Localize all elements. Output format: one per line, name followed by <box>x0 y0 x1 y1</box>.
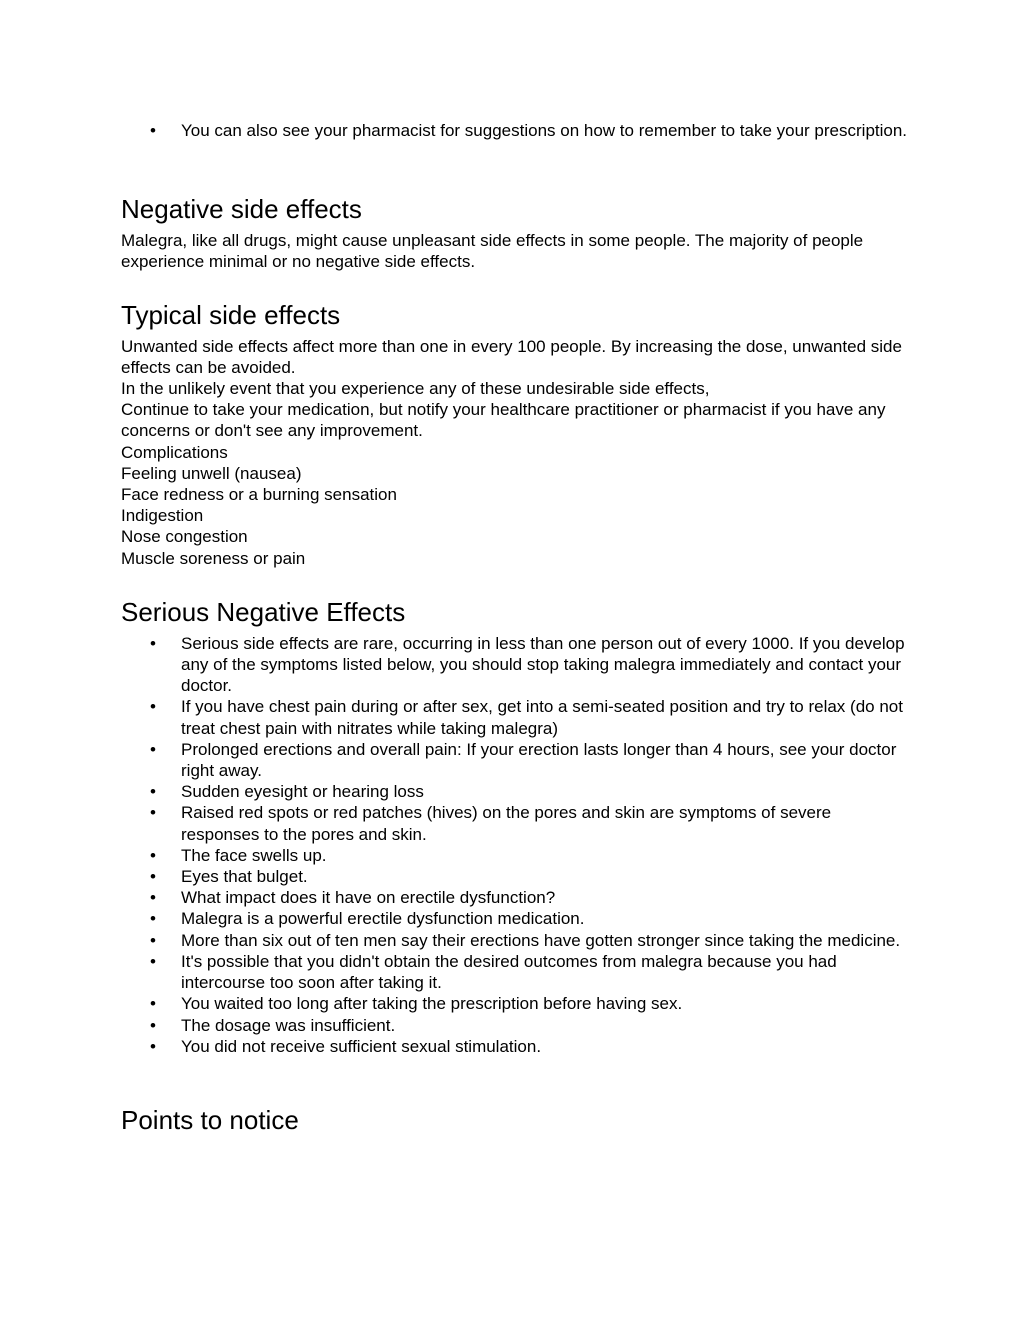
list-item <box>121 866 911 887</box>
list-item-text: It's possible that you didn't obtain the desired outcomes from malegra because you had intercourse too soon after taking it. <box>181 951 837 993</box>
list-item-text: Prolonged erections and overall pain: If your erection lasts longer than 4 hours, see your doctor right away. <box>181 739 897 781</box>
serious-effects-bullet-list <box>121 633 911 1057</box>
list-item <box>121 930 911 951</box>
typical-line: Nose congestion <box>121 527 248 547</box>
list-item <box>121 120 911 141</box>
bullet-icon: • <box>150 1036 156 1056</box>
list-item <box>121 802 911 844</box>
heading-typical-side-effects: Typical side effects <box>121 299 341 330</box>
heading-negative-side-effects: Negative side effects <box>121 194 362 225</box>
list-item-text: You waited too long after taking the prescription before having sex. <box>181 994 683 1014</box>
list-item <box>121 1015 911 1036</box>
typical-line: Continue to take your medication, but notify your healthcare practitioner or pharmacist if you have any concerns or don't see any improvement. <box>121 400 886 441</box>
bullet-icon: • <box>150 633 156 653</box>
list-item-text: Sudden eyesight or hearing loss <box>181 782 424 802</box>
list-item-text: The face swells up. <box>181 845 327 865</box>
bullet-icon: • <box>150 803 156 823</box>
typical-line: Muscle soreness or pain <box>121 548 306 568</box>
typical-side-effects-block <box>121 336 911 569</box>
list-item <box>121 845 911 866</box>
list-item <box>121 908 911 929</box>
typical-line: Face redness or a burning sensation <box>121 485 397 505</box>
list-item <box>121 1036 911 1057</box>
heading-points-to-notice: Points to notice <box>121 1104 299 1135</box>
list-item-text: If you have chest pain during or after sex, get into a semi-seated position and try to relax (do not treat chest pain with nitrates while taking malegra) <box>181 697 903 738</box>
list-item-text: Raised red spots or red patches (hives) on the pores and skin are symptoms of severe responses to the pores and skin. <box>181 803 832 844</box>
list-item <box>121 739 911 781</box>
typical-line: In the unlikely event that you experience any of these undesirable side effects, <box>121 379 710 399</box>
bullet-icon: • <box>150 845 156 865</box>
list-item <box>121 887 911 908</box>
bullet-icon: • <box>150 951 156 971</box>
typical-line: Unwanted side effects affect more than one in every 100 people. By increasing the dose, unwanted side effects can be avoided. <box>121 336 902 377</box>
list-item-text: Serious side effects are rare, occurring in less than one person out of every 1000. If you develop any of the symptoms listed below, you should stop taking malegra immediately and contact your doctor. <box>181 633 905 696</box>
list-item <box>121 633 911 697</box>
bullet-icon: • <box>150 909 156 929</box>
bullet-icon: • <box>150 888 156 908</box>
document-content <box>121 120 911 1135</box>
bullet-icon: • <box>150 782 156 802</box>
list-item <box>121 696 911 738</box>
intro-bullet-list <box>121 120 911 141</box>
bullet-icon: • <box>150 121 156 140</box>
list-item-text: What impact does it have on erectile dysfunction? <box>181 888 556 908</box>
bullet-icon: • <box>150 697 156 717</box>
bullet-icon: • <box>150 739 156 759</box>
typical-line: Complications <box>121 442 228 462</box>
list-item-text: Malegra is a powerful erectile dysfunction medication. <box>181 909 585 929</box>
bullet-icon: • <box>150 994 156 1014</box>
list-item-text: Eyes that bulget. <box>181 867 308 887</box>
typical-line: Feeling unwell (nausea) <box>121 463 302 483</box>
list-item-text: The dosage was insufficient. <box>181 1015 396 1035</box>
list-item <box>121 993 911 1014</box>
heading-serious-negative-effects: Serious Negative Effects <box>121 596 406 627</box>
list-item <box>121 781 911 802</box>
bullet-icon: • <box>150 867 156 887</box>
bullet-icon: • <box>150 930 156 950</box>
list-item <box>121 951 911 993</box>
list-item-text: You can also see your pharmacist for suggestions on how to remember to take your prescription. <box>181 121 908 140</box>
negative-side-effects-paragraph: Malegra, like all drugs, might cause unpleasant side effects in some people. The majority of people experience minimal or no negative side effects. <box>121 231 864 272</box>
list-item-text: You did not receive sufficient sexual stimulation. <box>181 1036 542 1056</box>
typical-line: Indigestion <box>121 506 204 526</box>
bullet-icon: • <box>150 1015 156 1035</box>
list-item-text: More than six out of ten men say their erections have gotten stronger since taking the medicine. <box>181 930 901 950</box>
